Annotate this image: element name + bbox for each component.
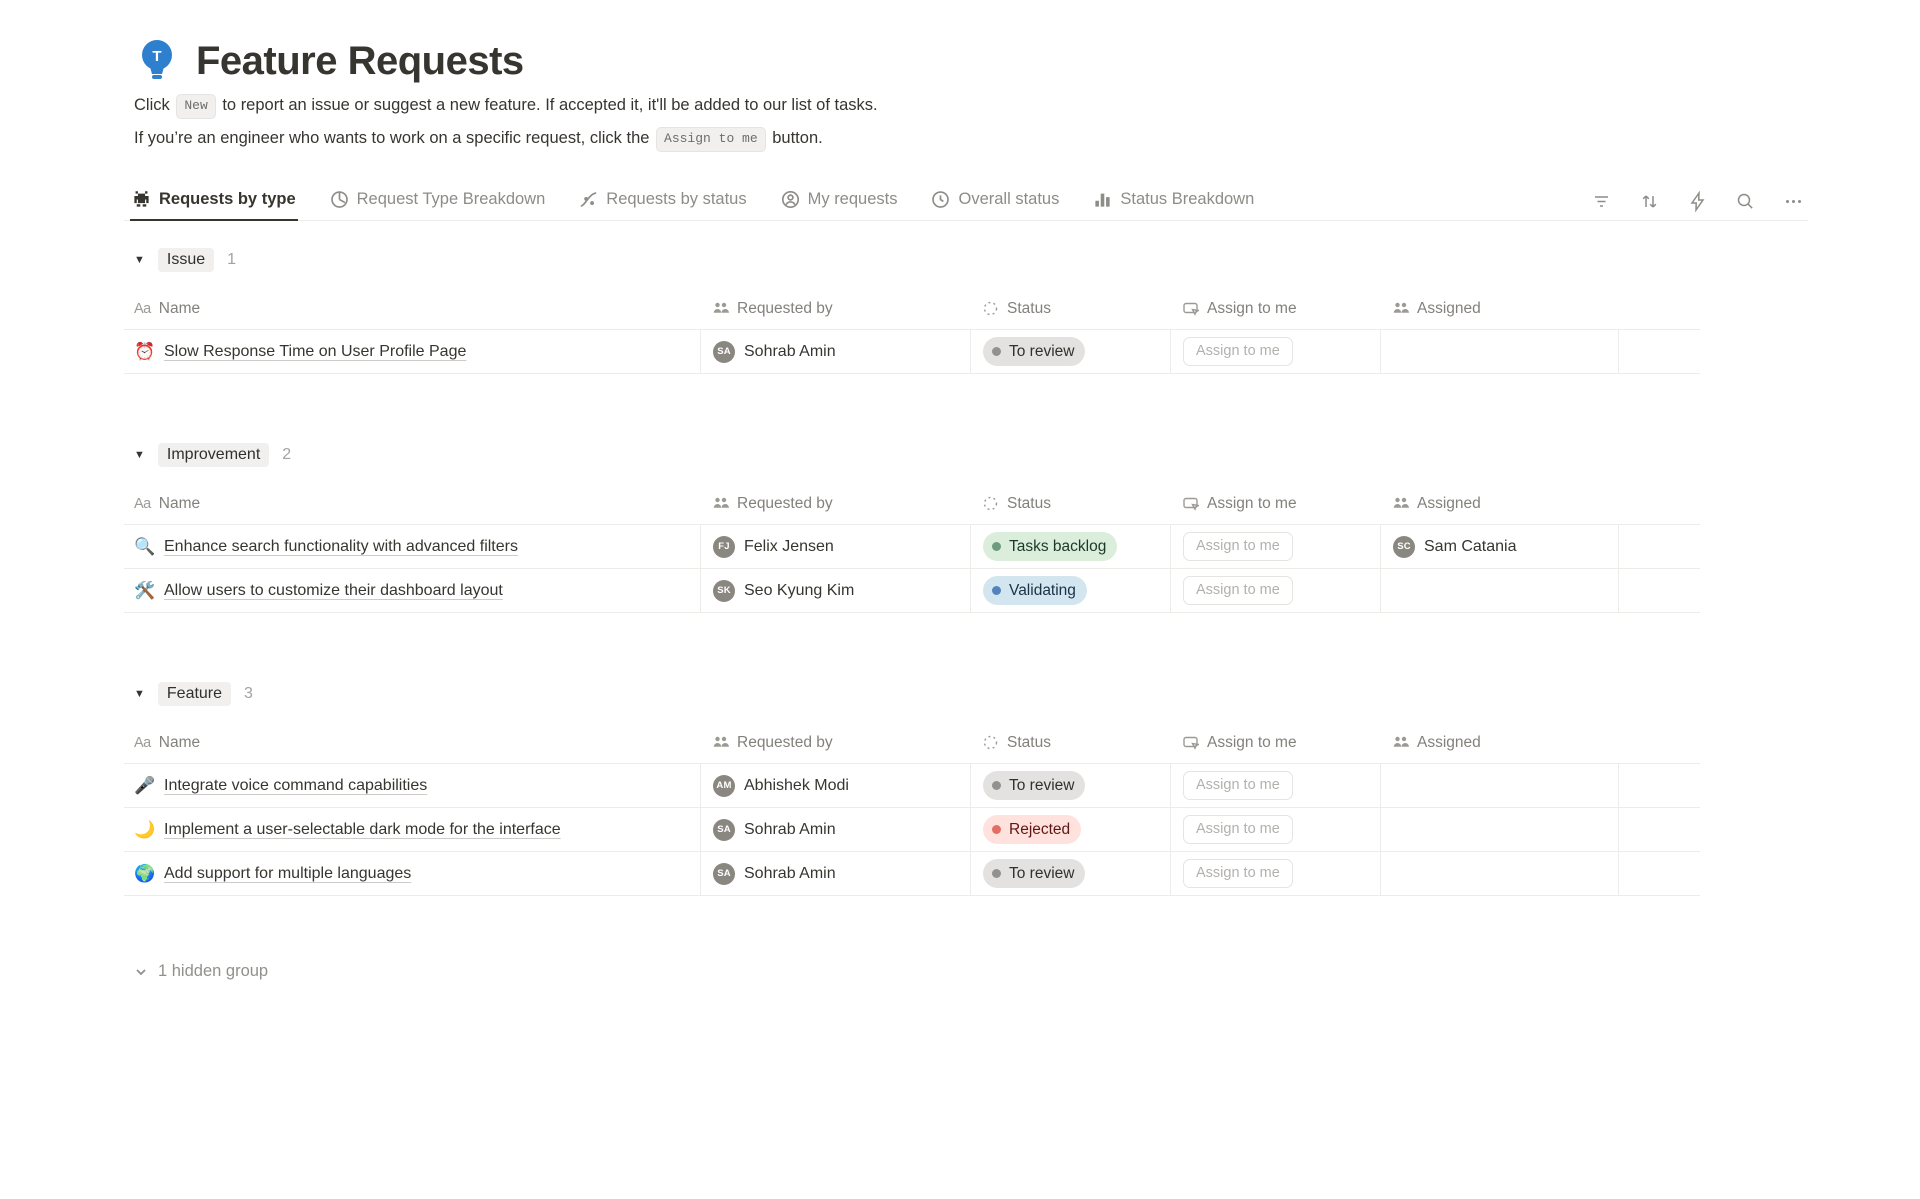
column-header-status[interactable] — [970, 300, 1170, 318]
status-cell[interactable] — [970, 569, 1170, 612]
assign-to-me-cell — [1170, 764, 1380, 807]
status-dot — [992, 781, 1001, 790]
view-tabs — [130, 182, 1256, 220]
tab-label: Requests by type — [159, 190, 296, 208]
column-header-status[interactable] — [970, 734, 1170, 752]
status-dot — [992, 825, 1001, 834]
status-badge[interactable] — [983, 337, 1085, 366]
avatar: SA — [713, 863, 735, 885]
person-name: Felix Jensen — [744, 537, 834, 555]
requested-by-cell[interactable] — [700, 330, 970, 373]
status-icon — [982, 300, 999, 317]
avatar: SK — [713, 580, 735, 602]
pie-chart-icon — [330, 190, 349, 209]
column-label: Name — [158, 299, 201, 317]
request-title-link[interactable]: Implement a user-selectable dark mode for the interface — [164, 820, 561, 838]
search-icon[interactable] — [1735, 191, 1756, 212]
lightbulb-icon — [136, 38, 178, 84]
bug-icon — [132, 190, 151, 209]
assign-to-me-button[interactable]: Assign to me — [1183, 771, 1293, 800]
column-label: Requested by — [737, 299, 833, 317]
group-count: 3 — [244, 685, 253, 702]
request-name-cell[interactable] — [124, 852, 700, 895]
description-text: Click — [134, 96, 170, 114]
group-header — [134, 443, 1700, 467]
table-row — [124, 569, 1700, 613]
tab-label: Request Type Breakdown — [356, 190, 546, 208]
people-icon — [1392, 300, 1409, 317]
column-label: Assign to me — [1207, 733, 1297, 751]
person-name: Sohrab Amin — [744, 864, 836, 882]
column-header-assign-to-me[interactable] — [1170, 495, 1380, 513]
people-icon — [712, 734, 729, 751]
status-label: Validating — [1009, 581, 1076, 599]
tab-my-requests[interactable] — [779, 182, 900, 221]
status-label: To review — [1009, 864, 1075, 882]
column-label: Status — [1007, 299, 1051, 317]
requests-table — [124, 288, 1700, 374]
empty-cell — [1618, 852, 1760, 895]
tab-label: Requests by status — [606, 190, 747, 208]
status-cell[interactable] — [970, 330, 1170, 373]
button-property-icon — [1182, 495, 1199, 512]
people-icon — [712, 495, 729, 512]
status-badge[interactable] — [983, 771, 1085, 800]
empty-cell — [1618, 569, 1760, 612]
avatar: FJ — [713, 536, 735, 558]
assigned-cell[interactable] — [1380, 808, 1618, 851]
people-icon — [1392, 734, 1409, 751]
column-label: Status — [1007, 733, 1051, 751]
page-emoji: 🌙 — [134, 819, 156, 839]
description-text: to report an issue or suggest a new feature. If accepted it, it'll be added to our list of tasks. — [222, 96, 878, 114]
chevron-down-icon — [134, 965, 148, 979]
column-header-requested-by[interactable] — [700, 300, 970, 318]
table-row — [124, 525, 1700, 569]
status-dot — [992, 347, 1001, 356]
column-header-assigned[interactable] — [1380, 734, 1618, 752]
assign-to-me-cell — [1170, 852, 1380, 895]
person-name: Sam Catania — [1424, 537, 1517, 555]
view-tabbar — [124, 182, 1808, 221]
requested-by-cell[interactable] — [700, 852, 970, 895]
column-header-status[interactable] — [970, 495, 1170, 513]
table-header-row — [124, 722, 1700, 764]
column-label: Status — [1007, 494, 1051, 512]
avatar: AM — [713, 775, 735, 797]
status-cell[interactable] — [970, 525, 1170, 568]
group-feature — [124, 682, 1700, 896]
request-name-cell[interactable] — [124, 808, 700, 851]
group-name-chip[interactable]: Feature — [158, 682, 231, 706]
empty-cell — [1618, 764, 1760, 807]
page-header — [136, 38, 1700, 84]
table-header-row — [124, 288, 1700, 330]
request-title-link[interactable]: Enhance search functionality with advanced filters — [164, 537, 518, 555]
bar-chart-icon — [1093, 190, 1112, 209]
column-header-name[interactable] — [124, 495, 700, 513]
requested-by-cell[interactable] — [700, 808, 970, 851]
column-header-name[interactable] — [124, 734, 700, 752]
status-dot — [992, 586, 1001, 595]
avatar: SA — [713, 341, 735, 363]
assign-to-me-cell — [1170, 525, 1380, 568]
request-name-cell[interactable] — [124, 569, 700, 612]
column-header-assign-to-me[interactable] — [1170, 300, 1380, 318]
page-title: Feature Requests — [196, 38, 524, 83]
people-icon — [1392, 495, 1409, 512]
assigned-cell[interactable] — [1380, 330, 1618, 373]
tab-request-type-breakdown[interactable] — [328, 182, 548, 221]
avatar: SC — [1393, 536, 1415, 558]
status-icon — [982, 495, 999, 512]
description-line-1 — [134, 94, 1700, 119]
description-text: button. — [772, 129, 823, 147]
text-property-icon: Aa — [134, 495, 151, 512]
page-emoji: 🛠️ — [134, 580, 156, 600]
requested-by-cell[interactable] — [700, 569, 970, 612]
description-text: If you’re an engineer who wants to work on a specific request, click the — [134, 129, 650, 147]
request-name-cell[interactable] — [124, 764, 700, 807]
people-icon — [712, 300, 729, 317]
request-title-link[interactable]: Add support for multiple languages — [164, 864, 412, 882]
tab-label: My requests — [807, 190, 898, 208]
assign-to-me-cell — [1170, 808, 1380, 851]
status-cell[interactable] — [970, 852, 1170, 895]
status-icon — [982, 734, 999, 751]
group-improvement — [124, 443, 1700, 613]
assign-to-me-code-chip: Assign to me — [656, 127, 766, 152]
person-icon — [781, 190, 800, 209]
text-property-icon: Aa — [134, 734, 151, 751]
view-actions — [1591, 191, 1808, 212]
tab-overall-status[interactable] — [929, 182, 1061, 221]
status-label: Rejected — [1009, 820, 1071, 838]
column-label: Name — [158, 494, 201, 512]
hidden-group-toggle[interactable] — [134, 962, 1700, 981]
assign-to-me-button[interactable]: Assign to me — [1183, 532, 1293, 561]
group-count: 2 — [282, 446, 292, 463]
requested-by-cell[interactable] — [700, 764, 970, 807]
column-label: Assigned — [1417, 733, 1481, 751]
status-badge[interactable] — [983, 576, 1087, 605]
column-header-requested-by[interactable] — [700, 734, 970, 752]
tab-requests-by-type[interactable] — [130, 182, 298, 221]
person-name: Sohrab Amin — [744, 342, 836, 360]
tab-label: Overall status — [958, 190, 1060, 208]
status-cell[interactable] — [970, 764, 1170, 807]
table-row — [124, 808, 1700, 852]
request-title-link[interactable]: Integrate voice command capabilities — [164, 776, 428, 794]
request-name-cell[interactable] — [124, 330, 700, 373]
hidden-group-label: 1 hidden group — [158, 962, 269, 980]
group-name-chip[interactable]: Issue — [158, 248, 214, 272]
person-name: Sohrab Amin — [744, 820, 836, 838]
tab-label: Status Breakdown — [1120, 190, 1255, 208]
description-line-2 — [134, 127, 1700, 152]
person-name: Seo Kyung Kim — [744, 581, 855, 599]
scatter-chart-icon — [579, 190, 598, 209]
column-header-assigned[interactable] — [1380, 300, 1618, 318]
person-name: Abhishek Modi — [744, 776, 849, 794]
status-cell[interactable] — [970, 808, 1170, 851]
status-badge[interactable] — [983, 532, 1117, 561]
filter-icon[interactable] — [1591, 191, 1612, 212]
button-property-icon — [1182, 300, 1199, 317]
collapse-triangle-icon[interactable]: ▼ — [134, 253, 145, 266]
table-header-row — [124, 483, 1700, 525]
button-property-icon — [1182, 734, 1199, 751]
empty-cell — [1618, 330, 1760, 373]
column-header-assigned[interactable] — [1380, 495, 1618, 513]
assign-to-me-cell — [1170, 330, 1380, 373]
group-count: 1 — [227, 251, 237, 268]
status-dot — [992, 542, 1001, 551]
column-header-requested-by[interactable] — [700, 495, 970, 513]
column-header-assign-to-me[interactable] — [1170, 734, 1380, 752]
column-label: Requested by — [737, 733, 833, 751]
status-label: To review — [1009, 342, 1075, 360]
page-emoji: 🔍 — [134, 536, 156, 556]
table-row — [124, 852, 1700, 896]
page-emoji: ⏰ — [134, 341, 156, 361]
assign-to-me-button[interactable]: Assign to me — [1183, 337, 1293, 366]
assign-to-me-cell — [1170, 569, 1380, 612]
request-title-link[interactable]: Slow Response Time on User Profile Page — [164, 342, 467, 360]
lightning-icon[interactable] — [1687, 191, 1708, 212]
group-header — [134, 248, 1700, 272]
new-button-code-chip: New — [176, 94, 215, 119]
clock-icon — [931, 190, 950, 209]
status-badge[interactable] — [983, 815, 1081, 844]
collapse-triangle-icon[interactable]: ▼ — [134, 448, 145, 461]
request-title-link[interactable]: Allow users to customize their dashboard layout — [164, 581, 503, 599]
text-property-icon: Aa — [134, 300, 151, 317]
tab-requests-by-status[interactable] — [577, 182, 748, 221]
group-name-chip[interactable]: Improvement — [158, 443, 269, 467]
svg-text:T: T — [152, 48, 162, 65]
status-badge[interactable] — [983, 859, 1085, 888]
page-emoji: 🎤 — [134, 775, 156, 795]
assigned-cell[interactable] — [1380, 525, 1618, 568]
table-row — [124, 330, 1700, 374]
column-label: Assign to me — [1207, 494, 1297, 512]
request-name-cell[interactable] — [124, 525, 700, 568]
status-label: To review — [1009, 776, 1075, 794]
group-issue — [124, 248, 1700, 374]
column-label: Name — [158, 733, 201, 751]
empty-cell — [1618, 525, 1760, 568]
sort-icon[interactable] — [1639, 191, 1660, 212]
assign-to-me-button[interactable]: Assign to me — [1183, 815, 1293, 844]
avatar: SA — [713, 819, 735, 841]
table-row — [124, 764, 1700, 808]
column-label: Assign to me — [1207, 299, 1297, 317]
page-emoji: 🌍 — [134, 863, 156, 883]
requests-table — [124, 483, 1700, 613]
empty-cell — [1618, 808, 1760, 851]
assign-to-me-button[interactable]: Assign to me — [1183, 576, 1293, 605]
requests-table — [124, 722, 1700, 896]
column-header-name[interactable] — [124, 300, 700, 318]
status-label: Tasks backlog — [1009, 537, 1107, 555]
assigned-cell[interactable] — [1380, 569, 1618, 612]
column-label: Assigned — [1417, 494, 1481, 512]
tab-status-breakdown[interactable] — [1091, 182, 1256, 221]
column-label: Requested by — [737, 494, 833, 512]
column-label: Assigned — [1417, 299, 1481, 317]
group-header — [134, 682, 1700, 706]
collapse-triangle-icon[interactable]: ▼ — [134, 687, 145, 700]
assigned-cell[interactable] — [1380, 852, 1618, 895]
requested-by-cell[interactable] — [700, 525, 970, 568]
more-icon[interactable] — [1783, 191, 1804, 212]
assigned-cell[interactable] — [1380, 764, 1618, 807]
status-dot — [992, 869, 1001, 878]
assign-to-me-button[interactable]: Assign to me — [1183, 859, 1293, 888]
